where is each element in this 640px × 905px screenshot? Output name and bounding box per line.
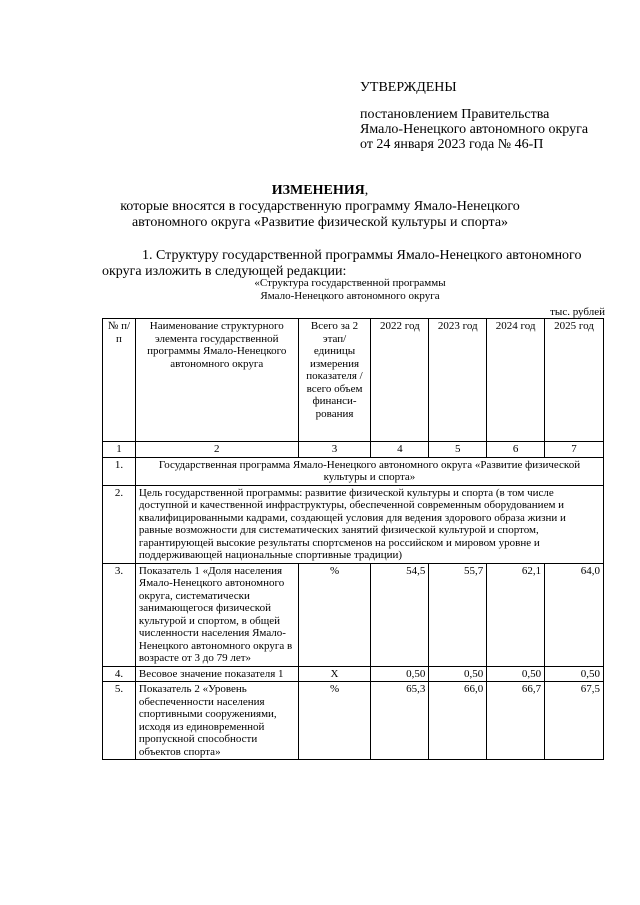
value-2023: 0,50 <box>429 666 487 682</box>
program-title-cell: Государственная программа Ямало-Ненецкого автономного округа «Развитие физической культуры и спорта» <box>135 457 603 485</box>
unit-cell: % <box>298 563 371 666</box>
value-2024: 0,50 <box>487 666 545 682</box>
column-number: 1 <box>103 442 136 458</box>
approval-block <box>360 80 588 152</box>
row-number: 1. <box>103 457 136 485</box>
table-row <box>103 563 604 666</box>
approval-line: от 24 января 2023 года № 46-П <box>360 137 544 152</box>
header-cell: 2024 год <box>487 319 545 442</box>
column-number: 2 <box>135 442 298 458</box>
table-row <box>103 457 604 485</box>
approval-heading: УТВЕРЖДЕНЫ <box>360 80 457 95</box>
value-2023: 55,7 <box>429 563 487 666</box>
goal-cell: Цель государственной программы: развитие физической культуры и спорта (в том числе доступной и качественной инфраструктуры, обеспеченной современным оборудованием и квалифицированными кадрами, создающей условия для ведения здорового образа жизни и равные возможности для систематических занятий физической культурой и спортом, гарантирующей высокие результаты спортсменов на российском и мировом уровне и поддерживающей национальные спортивные традиции) <box>135 485 603 563</box>
table-row <box>103 682 604 760</box>
subtitle-line: Ямало-Ненецкого автономного округа <box>260 290 440 302</box>
approval-line: постановлением Правительства <box>360 107 550 122</box>
header-cell: 2025 год <box>545 319 604 442</box>
value-2024: 62,1 <box>487 563 545 666</box>
column-number: 3 <box>298 442 371 458</box>
value-2025: 64,0 <box>545 563 604 666</box>
header-cell: 2022 год <box>371 319 429 442</box>
subtitle-line: «Структура государственной программы <box>254 277 446 289</box>
units-label: тыс. рублей <box>550 306 605 318</box>
indicator-name: Показатель 1 «Доля населения Ямало-Ненецкого автономного округа, систематически занимающегося физической культурой и спортом, в общей численности населения Ямало-Ненецкого автономного округа в возрасте от 3 до 79 лет» <box>135 563 298 666</box>
unit-cell: % <box>298 682 371 760</box>
title-comma: , <box>364 183 369 198</box>
column-number: 7 <box>545 442 604 458</box>
row-number: 3. <box>103 563 136 666</box>
table-header-row <box>103 319 604 442</box>
row-number: 2. <box>103 485 136 563</box>
indicator-name: Показатель 2 «Уровень обеспеченности населения спортивными сооружениями, исходя из единовременной пропускной способности объектов спорта» <box>135 682 298 760</box>
value-2022: 0,50 <box>371 666 429 682</box>
document-title <box>0 183 640 231</box>
table-row <box>103 666 604 682</box>
header-cell: Наименование структурного элемента государственной программы Ямало-Ненецкого автономного округа <box>135 319 298 442</box>
title-heading: ИЗМЕНЕНИЯ <box>271 183 365 198</box>
table-row <box>103 485 604 563</box>
value-2023: 66,0 <box>429 682 487 760</box>
title-line: которые вносятся в государственную программу Ямало-Ненецкого <box>120 199 520 214</box>
approval-line: Ямало-Ненецкого автономного округа <box>360 122 589 137</box>
column-number: 4 <box>371 442 429 458</box>
column-number: 5 <box>429 442 487 458</box>
row-number: 4. <box>103 666 136 682</box>
paragraph-line: 1. Структуру государственной программы Ямало-Ненецкого автономного <box>142 248 582 263</box>
header-cell: 2023 год <box>429 319 487 442</box>
paragraph-line: округа изложить в следующей редакции: <box>102 264 347 279</box>
header-cell: № п/п <box>103 319 136 442</box>
value-2022: 65,3 <box>371 682 429 760</box>
structure-table <box>102 318 604 760</box>
column-number-row <box>103 442 604 458</box>
header-cell: Всего за 2 этап/ единицы измерения показателя /всего объем финанси-рования <box>298 319 371 442</box>
column-number: 6 <box>487 442 545 458</box>
value-2022: 54,5 <box>371 563 429 666</box>
value-2024: 66,7 <box>487 682 545 760</box>
title-line: автономного округа «Развитие физической культуры и спорта» <box>131 215 509 230</box>
paragraph-1 <box>102 248 602 280</box>
unit-cell: Х <box>298 666 371 682</box>
indicator-name: Весовое значение показателя 1 <box>135 666 298 682</box>
value-2025: 0,50 <box>545 666 604 682</box>
table-subtitle <box>0 277 640 303</box>
value-2025: 67,5 <box>545 682 604 760</box>
row-number: 5. <box>103 682 136 760</box>
